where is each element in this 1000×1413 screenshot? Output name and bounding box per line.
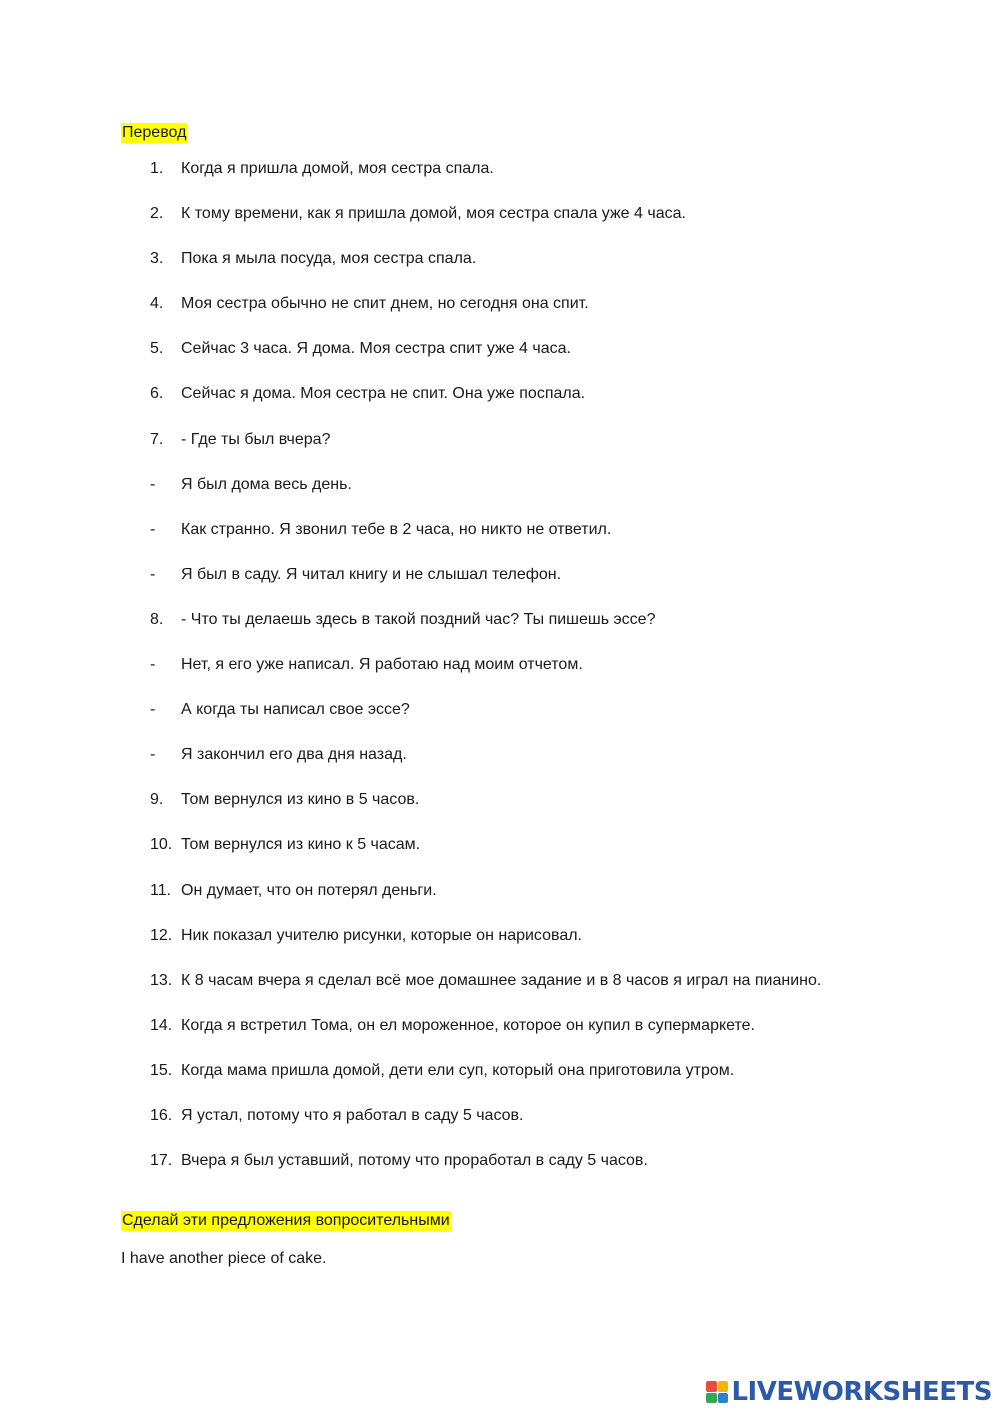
list-item	[0, 745, 1000, 790]
list-text: Ник показал учителю рисунки, которые он нарисовал.	[181, 926, 582, 944]
list-marker: 6.	[150, 385, 164, 403]
list-item	[0, 1061, 1000, 1106]
exercise-sentence: I have another piece of cake.	[121, 1250, 327, 1267]
list-text: Сейчас я дома. Моя сестра не спит. Она уже поспала.	[181, 385, 586, 403]
questions-heading: Сделай эти предложения вопросительными	[122, 1212, 450, 1229]
list-item	[0, 430, 1000, 475]
list-item	[0, 881, 1000, 926]
list-marker: -	[150, 520, 156, 538]
list-item	[0, 655, 1000, 700]
list-marker: 14.	[150, 1016, 173, 1034]
list-text: К тому времени, как я пришла домой, моя сестра спала уже 4 часа.	[181, 205, 686, 223]
list-marker: 3.	[150, 250, 164, 268]
list-item	[0, 475, 1000, 520]
list-text: - Где ты был вчера?	[181, 430, 331, 448]
list-marker: 13.	[150, 971, 173, 989]
list-text: Когда я встретил Тома, он ел мороженное, которое он купил в супермаркете.	[181, 1016, 755, 1034]
list-text: А когда ты написал свое эссе?	[181, 701, 410, 719]
list-text: Как странно. Я звонил тебе в 2 часа, но никто не ответил.	[181, 520, 612, 538]
list-marker: 9.	[150, 791, 164, 809]
list-text: Я был в саду. Я читал книгу и не слышал телефон.	[181, 565, 562, 583]
list-item	[0, 790, 1000, 835]
list-marker: 8.	[150, 610, 164, 628]
list-marker: 2.	[150, 205, 164, 223]
list-text: - Что ты делаешь здесь в такой поздний час? Ты пишешь эссе?	[181, 610, 656, 628]
list-marker: -	[150, 701, 156, 719]
list-item	[0, 294, 1000, 339]
list-text: Моя сестра обычно не спит днем, но сегодня она спит.	[181, 295, 589, 313]
list-marker: 12.	[150, 926, 173, 944]
list-text: Вчера я был уставший, потому что проработал в саду 5 часов.	[181, 1152, 648, 1170]
list-marker: 15.	[150, 1061, 173, 1079]
list-item	[0, 835, 1000, 880]
list-marker: -	[150, 656, 156, 674]
list-item	[0, 1151, 1000, 1196]
list-text: Когда я пришла домой, моя сестра спала.	[181, 160, 494, 177]
list-item	[0, 384, 1000, 429]
list-text: Он думает, что он потерял деньги.	[181, 881, 437, 899]
list-marker: 16.	[150, 1106, 173, 1124]
list-marker: 10.	[150, 836, 173, 854]
list-item	[0, 339, 1000, 384]
list-item	[0, 610, 1000, 655]
list-item	[0, 204, 1000, 249]
list-text: Том вернулся из кино в 5 часов.	[181, 791, 420, 809]
list-text: Когда мама пришла домой, дети ели суп, который она приготовила утром.	[181, 1061, 735, 1079]
liveworksheets-logo-icon	[706, 1381, 728, 1403]
list-item	[0, 926, 1000, 971]
translation-heading: Перевод	[122, 124, 187, 141]
list-marker: 7.	[150, 430, 164, 448]
list-text: Сейчас 3 часа. Я дома. Моя сестра спит уже 4 часа.	[181, 340, 571, 358]
list-text: Нет, я его уже написал. Я работаю над моим отчетом.	[181, 656, 583, 674]
list-text: Том вернулся из кино к 5 часам.	[181, 836, 421, 854]
list-marker: 11.	[150, 881, 172, 899]
list-item	[0, 565, 1000, 610]
liveworksheets-brand[interactable]	[706, 1377, 992, 1407]
list-item	[0, 971, 1000, 1016]
brand-name: LIVEWORKSHEETS	[731, 1377, 992, 1407]
list-item	[0, 1106, 1000, 1151]
list-marker: -	[150, 475, 156, 493]
list-item	[0, 159, 1000, 204]
list-item	[0, 520, 1000, 565]
list-marker: 17.	[150, 1152, 173, 1170]
sentence-list	[0, 159, 1000, 1196]
list-text: Я был дома весь день.	[181, 475, 352, 493]
list-item	[0, 249, 1000, 294]
list-marker: 5.	[150, 340, 164, 358]
list-text: К 8 часам вчера я сделал всё мое домашнее задание и в 8 часов я играл на пианино.	[181, 971, 822, 989]
list-marker: -	[150, 565, 156, 583]
list-marker: 4.	[150, 295, 164, 313]
list-item	[0, 700, 1000, 745]
list-text: Пока я мыла посуда, моя сестра спала.	[181, 250, 477, 268]
list-text: Я закончил его два дня назад.	[181, 746, 407, 764]
list-text: Я устал, потому что я работал в саду 5 часов.	[181, 1106, 524, 1124]
list-marker: 1.	[150, 160, 164, 177]
list-marker: -	[150, 746, 156, 764]
list-item	[0, 1016, 1000, 1061]
